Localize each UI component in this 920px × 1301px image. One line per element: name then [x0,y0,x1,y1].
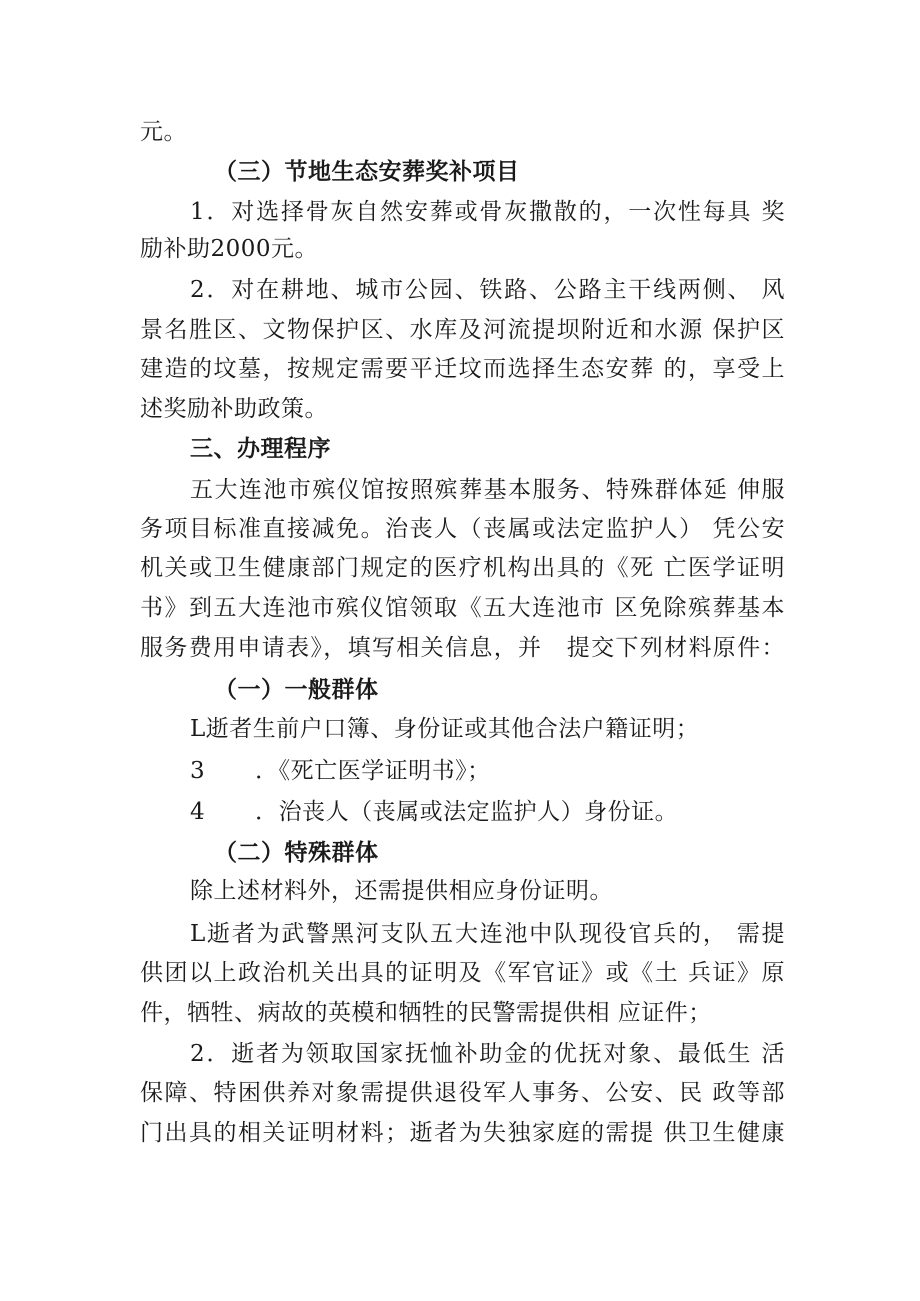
text-line: L逝者为武警黑河支队五大连池中队现役官兵的， 需提 [190,921,785,947]
subsection-heading: （一）一般群体 [214,676,379,703]
list-text: ．《死亡医学证明书》； [255,758,491,784]
text-line: 述奖励补助政策。 [140,396,328,422]
list-number: 4 [190,799,206,825]
text-line: 件，牺牲、病故的英模和牺牲的民警需提供相 应证件； [140,1000,712,1026]
text-line: 建造的坟墓，按规定需要平迁坟而选择生态安葬 的，享受上 [140,356,785,382]
text-line: 五大连池市殡仪馆按照殡葬基本服务、特殊群体延 伸服 [190,477,785,503]
text-line: 除上述材料外，还需提供相应身份证明。 [190,878,613,904]
text-line: 励补助2000元。 [140,236,319,262]
text-line: 务项目标准直接减免。治丧人（丧属或法定监护人） 凭公安 [140,516,785,542]
list-item [190,797,785,827]
section-heading: 三、办理程序 [190,435,331,462]
section-heading: （三）节地生态安葬奖补项目 [214,158,520,185]
text-line: 门出具的相关证明材料；逝者为失独家庭的需提 供卫生健康 [140,1120,785,1146]
text-line: 服务费用申请表》，填写相关信息，并 提交下列材料原件： [140,635,785,661]
list-number: 3 [190,758,206,784]
text-line: 景名胜区、文物保护区、水库及河流提坝附近和水源 保护区 [140,317,785,343]
text-line: 2．逝者为领取国家抚恤补助金的优抚对象、最低生 活 [190,1041,785,1067]
text-line: 保障、特困供养对象需提供退役军人事务、公安、民 政等部 [140,1080,785,1106]
text-line: 2．对在耕地、城市公园、铁路、公路主干线两侧、 风 [190,277,785,303]
text-line: 书》到五大连池市殡仪馆领取《五大连池市 区免除殡葬基本 [140,595,785,621]
text-line: 元。 [140,119,187,145]
text-line: 机关或卫生健康部门规定的医疗机构出具的《死 亡医学证明 [140,555,785,581]
text-line: 1．对选择骨灰自然安葬或骨灰撒散的，一次性每具 奖 [190,199,785,225]
list-text: ．治丧人（丧属或法定监护人）身份证。 [255,799,679,825]
list-item [190,756,785,786]
text-line: 供团以上政治机关出具的证明及《军官证》或《土 兵证》原 [140,960,785,986]
text-line: L逝者生前户口簿、身份证或其他合法户籍证明； [190,716,700,742]
subsection-heading: （二）特殊群体 [214,839,379,866]
